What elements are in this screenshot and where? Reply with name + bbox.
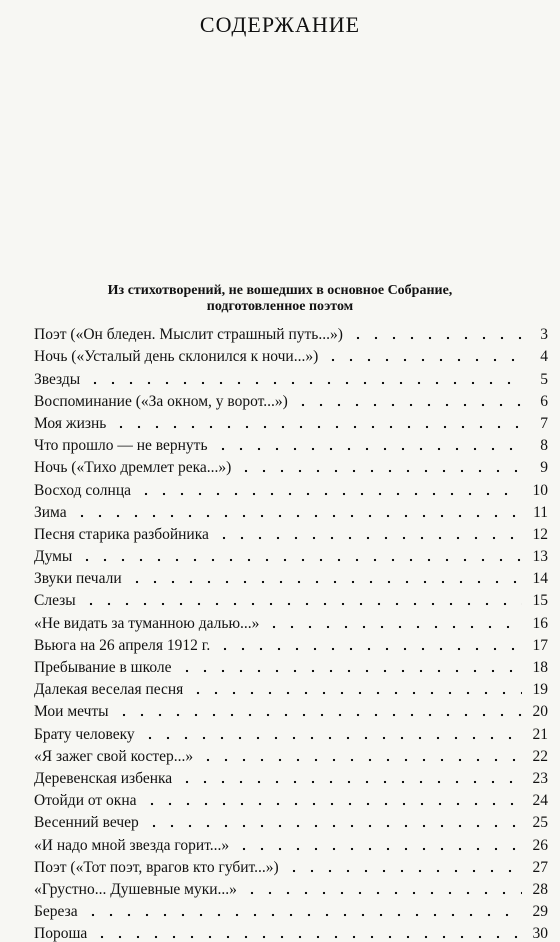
toc-entry-title: Воспоминание («За окном, у ворот...»)	[34, 392, 288, 410]
page-title: СОДЕРЖАНИЕ	[199, 12, 361, 37]
toc-entry-title: «Не видать за туманною далью...»	[34, 614, 260, 632]
dot-leader	[128, 570, 522, 584]
toc-entry-page-number: 26	[532, 836, 548, 854]
toc-entry	[34, 898, 548, 920]
toc-entry-page-number: 8	[540, 437, 548, 455]
toc-entry-page-number: 7	[540, 414, 548, 432]
section-heading-line-2: подготовленное поэтом	[206, 299, 354, 314]
toc-entry-title: Поэт («Тот поэт, врагов кто губит...»)	[34, 858, 279, 876]
dot-leader	[215, 526, 522, 540]
dot-leader	[78, 548, 522, 562]
toc-entry-page-number: 18	[532, 659, 548, 676]
toc-entry-page-number: 28	[532, 880, 548, 898]
toc-entry-title: Береза	[34, 903, 78, 921]
toc-entry-title: Брату человеку	[34, 725, 135, 743]
toc-entry	[34, 521, 548, 543]
toc-entry-page-number: 14	[532, 570, 548, 588]
toc-entry-title: Мои мечты	[34, 703, 109, 721]
toc-entry	[34, 920, 548, 942]
toc-entry	[34, 676, 548, 698]
toc-entry-title: Песня старика разбойника	[34, 525, 209, 543]
dot-leader	[178, 770, 522, 784]
toc-entry-page-number: 17	[532, 636, 548, 654]
toc-entry	[34, 632, 548, 654]
toc-entry-title: Пребывание в школе	[34, 659, 172, 676]
toc-entry-title: Поэт («Он бледен. Мыслит страшный путь...»)	[34, 326, 343, 344]
dot-leader	[178, 659, 523, 673]
dot-leader	[265, 615, 522, 629]
toc-entry-page-number: 13	[532, 548, 548, 566]
section-heading-line-1: Из стихотворений, не вошедших в основное Собрание,	[107, 283, 453, 298]
toc-entry-title: Отойди от окна	[34, 792, 137, 810]
toc-entry-page-number: 4	[540, 348, 548, 366]
dot-leader	[243, 881, 522, 895]
toc-entry	[34, 321, 548, 343]
dot-leader	[324, 348, 522, 362]
toc-entry-page-number: 12	[532, 525, 548, 543]
toc-entry-page-number: 29	[532, 903, 548, 921]
toc-entry-page-number: 9	[540, 459, 548, 477]
toc-entry-title: Звуки печали	[34, 570, 122, 588]
toc-entry	[34, 654, 548, 676]
toc-entry	[34, 365, 548, 387]
toc-entry	[34, 743, 548, 765]
toc-entry	[34, 565, 548, 587]
toc-entry	[34, 809, 548, 831]
toc-entry-page-number: 22	[532, 747, 548, 765]
toc-entry-page-number: 21	[532, 725, 548, 743]
dot-leader	[137, 482, 522, 496]
toc-entry-title: «Грустно... Душевные муки...»	[34, 880, 237, 898]
toc-entry-page-number: 3	[540, 326, 548, 344]
toc-entry	[34, 476, 548, 498]
toc-entry-page-number: 19	[532, 681, 548, 699]
toc-entry-title: Думы	[34, 548, 73, 566]
toc-entry-title: Слезы	[34, 592, 76, 610]
toc-entry-title: Зима	[34, 503, 67, 521]
toc-entry	[34, 587, 548, 609]
toc-entry-title: Пороша	[34, 925, 88, 942]
dot-leader	[84, 903, 522, 917]
dot-leader	[214, 437, 522, 451]
dot-leader	[93, 925, 522, 939]
toc-entry-page-number: 16	[532, 614, 548, 632]
dot-leader	[82, 592, 522, 606]
toc-entry	[34, 499, 548, 521]
toc-entry-title: Моя жизнь	[34, 414, 107, 432]
dot-leader	[235, 837, 522, 851]
dot-leader	[145, 814, 522, 828]
toc-entry-title: «И надо мной звезда горит...»	[34, 836, 230, 854]
toc-entry-page-number: 23	[532, 769, 548, 787]
dot-leader	[237, 459, 522, 473]
toc-entry	[34, 765, 548, 787]
toc-entry	[34, 454, 548, 476]
dot-leader	[143, 792, 522, 806]
dot-leader	[141, 726, 522, 740]
dot-leader	[294, 393, 522, 407]
toc-entry-page-number: 30	[532, 925, 548, 942]
toc-entry-title: Ночь («Тихо дремлет река...»)	[34, 459, 232, 477]
toc-entry	[34, 432, 548, 454]
toc-entry-title: Деревенская избенка	[34, 769, 173, 787]
toc-entry	[34, 854, 548, 876]
toc-entry-page-number: 11	[533, 503, 548, 521]
toc-entry-title: Восход солнца	[34, 481, 132, 499]
toc-entry-page-number: 15	[532, 592, 548, 610]
dot-leader	[86, 371, 522, 385]
dot-leader	[285, 859, 522, 873]
dot-leader	[112, 415, 522, 429]
toc-entry	[34, 876, 548, 898]
toc-entry	[34, 831, 548, 853]
dot-leader	[189, 681, 522, 695]
toc-entry	[34, 543, 548, 565]
dot-leader	[349, 326, 522, 340]
toc-entry-title: «Я зажег свой костер...»	[34, 747, 194, 765]
dot-leader	[115, 703, 522, 717]
toc-entry-title: Ночь («Усталый день склонился к ночи...»)	[34, 348, 319, 366]
toc-entry-page-number: 25	[532, 814, 548, 832]
section-heading	[0, 283, 560, 315]
toc-entry-title: Далекая веселая песня	[34, 681, 184, 699]
toc-entry-page-number: 10	[532, 481, 548, 499]
table-of-contents	[34, 321, 548, 942]
toc-entry-title: Звезды	[34, 370, 81, 388]
toc-entry-title: Весенний вечер	[34, 814, 139, 832]
toc-entry-title: Вьюга на 26 апреля 1912 г.	[34, 636, 211, 654]
dot-leader	[199, 748, 522, 762]
toc-entry-title: Что прошло — не вернуть	[34, 437, 208, 455]
toc-entry	[34, 698, 548, 720]
dot-leader	[216, 637, 522, 651]
toc-entry	[34, 609, 548, 631]
toc-entry-page-number: 20	[532, 703, 548, 721]
toc-entry-page-number: 6	[540, 392, 548, 410]
dot-leader	[73, 504, 522, 518]
toc-entry	[34, 410, 548, 432]
toc-entry	[34, 720, 548, 742]
toc-entry	[34, 343, 548, 365]
toc-entry-page-number: 27	[532, 858, 548, 876]
toc-entry	[34, 388, 548, 410]
toc-entry-page-number: 5	[540, 370, 548, 388]
toc-entry-page-number: 24	[532, 792, 548, 810]
toc-entry	[34, 787, 548, 809]
